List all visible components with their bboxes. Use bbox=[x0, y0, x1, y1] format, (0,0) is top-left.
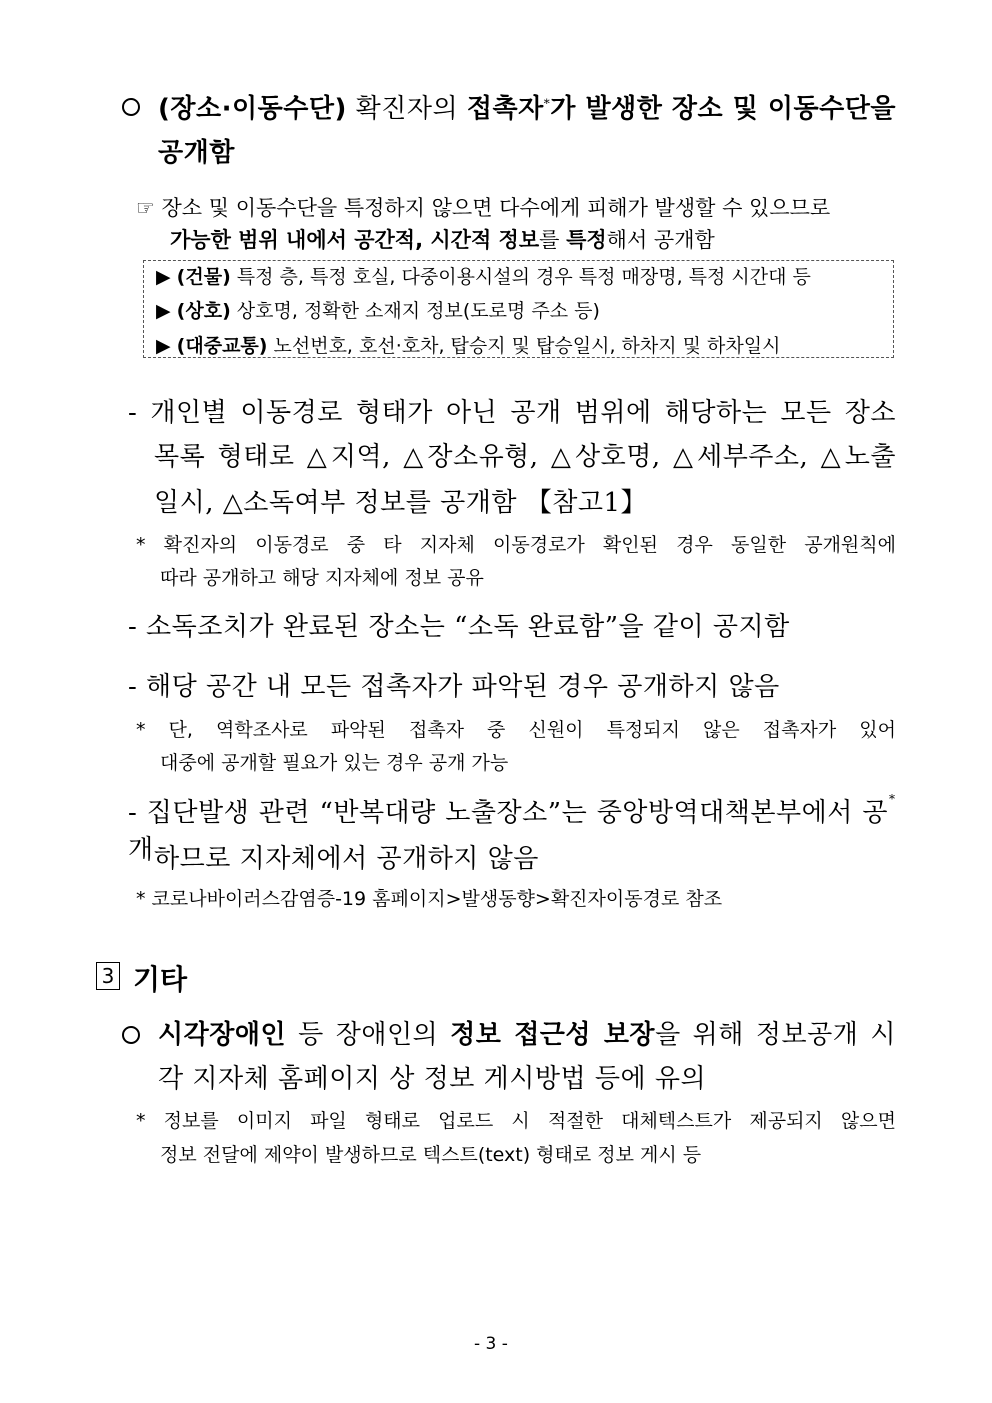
dash1-line-3: 일시, △소독여부 정보를 공개함 【참고1】 bbox=[154, 488, 647, 518]
note-bold-c: 특정 bbox=[566, 228, 607, 252]
star3-line: * 코로나바이러스감염증-19 홈페이지>발생동향>확진자이동경로 참조 bbox=[136, 888, 723, 910]
circle-bullet-icon bbox=[122, 98, 140, 116]
place-text-a: 확진자의 bbox=[355, 94, 459, 124]
box-item-business bbox=[156, 296, 600, 323]
section3-title: 기타 bbox=[133, 963, 188, 996]
place-contact: 접촉자 bbox=[466, 94, 544, 124]
dash4-sup: * bbox=[889, 792, 895, 806]
box-item-building bbox=[156, 262, 811, 289]
note-line-1-text: 장소 및 이동수단을 특정하지 않으면 다수에게 피해가 발생할 수 있으므로 bbox=[161, 196, 831, 220]
box-item-text: 특정 층, 특정 호실, 다중이용시설의 경우 특정 매장명, 특정 시간대 등 bbox=[236, 266, 811, 288]
note-text-b: 를 bbox=[539, 228, 560, 252]
dash1-line-1: - 개인별 이동경로 형태가 아닌 공개 범위에 해당하는 모든 장소 bbox=[128, 398, 896, 428]
place-line-2-text: 공개함 bbox=[158, 138, 235, 168]
place-sup: * bbox=[543, 96, 551, 111]
star2-line-1: * 단, 역학조사로 파악된 접촉자 중 신원이 특정되지 않은 접촉자가 있어 bbox=[136, 719, 896, 741]
hand-pointer-icon: ☞ bbox=[136, 196, 155, 220]
section3-bold-c: 정보 접근성 보장 bbox=[450, 1020, 656, 1050]
box-item-label: (상호) bbox=[176, 300, 231, 322]
dash1-line-2: 목록 형태로 △지역, △장소유형, △상호명, △세부주소, △노출 bbox=[154, 442, 896, 472]
place-line-2 bbox=[158, 132, 235, 169]
note-line-2 bbox=[170, 224, 715, 254]
note-text-d: 해서 공개함 bbox=[606, 228, 715, 252]
section3-star-line-2: 정보 전달에 제약이 발생하므로 텍스트(text) 형태로 정보 게시 등 bbox=[160, 1144, 702, 1166]
circle-bullet-icon bbox=[122, 1026, 140, 1044]
place-title: (장소·이동수단) bbox=[158, 94, 347, 124]
place-text-c: 가 발생한 장소 및 이동수단을 bbox=[550, 94, 896, 124]
box-item-label: (건물) bbox=[176, 266, 231, 288]
box-item-text: 노선번호, 호선·호차, 탑승지 및 탑승일시, 하차지 및 하차일시 bbox=[273, 335, 781, 357]
note-line-1 bbox=[136, 192, 896, 222]
triangle-right-icon: ▶ bbox=[156, 300, 171, 322]
box-item-transit bbox=[156, 331, 780, 358]
box-item-text: 상호명, 정확한 소재지 정보(도로명 주소 등) bbox=[236, 300, 600, 322]
star1-line-2: 따라 공개하고 해당 지자체에 정보 공유 bbox=[160, 567, 484, 589]
dash4-line-2: 하므로 지자체에서 공개하지 않음 bbox=[154, 844, 539, 874]
page-number: - 3 - bbox=[474, 1334, 508, 1354]
star1-line-1: * 확진자의 이동경로 중 타 지자체 이동경로가 확인된 경우 동일한 공개원칙에 bbox=[136, 534, 896, 556]
section3-text-d: 을 위해 정보공개 시 bbox=[655, 1020, 896, 1050]
box-item-label: (대중교통) bbox=[176, 335, 268, 357]
star2-line-2: 대중에 공개할 필요가 있는 경우 공개 가능 bbox=[160, 752, 509, 774]
section3-bullet-line-1 bbox=[158, 1014, 896, 1051]
triangle-right-icon: ▶ bbox=[156, 266, 171, 288]
triangle-right-icon: ▶ bbox=[156, 335, 171, 357]
section3-star-line-1: * 정보를 이미지 파일 형태로 업로드 시 적절한 대체텍스트가 제공되지 않으면 bbox=[136, 1110, 896, 1132]
place-line-1 bbox=[158, 88, 896, 125]
section3-bold-a: 시각장애인 bbox=[158, 1020, 287, 1050]
dash2-line: - 소독조치가 완료된 장소는 “소독 완료함”을 같이 공지함 bbox=[128, 612, 790, 642]
section-number-box: 3 bbox=[96, 962, 120, 990]
note-bold-a: 가능한 범위 내에서 공간적, 시간적 정보 bbox=[170, 228, 540, 252]
section3-bullet-line-2: 각 지자체 홈페이지 상 정보 게시방법 등에 유의 bbox=[158, 1064, 707, 1094]
section3-text-b: 등 장애인의 bbox=[298, 1020, 439, 1050]
dash4-line-1-text: - 집단발생 관련 “반복대량 노출장소”는 중앙방역대책본부에서 공개 bbox=[128, 798, 888, 865]
dash3-line: - 해당 공간 내 모든 접촉자가 파악된 경우 공개하지 않음 bbox=[128, 672, 780, 702]
